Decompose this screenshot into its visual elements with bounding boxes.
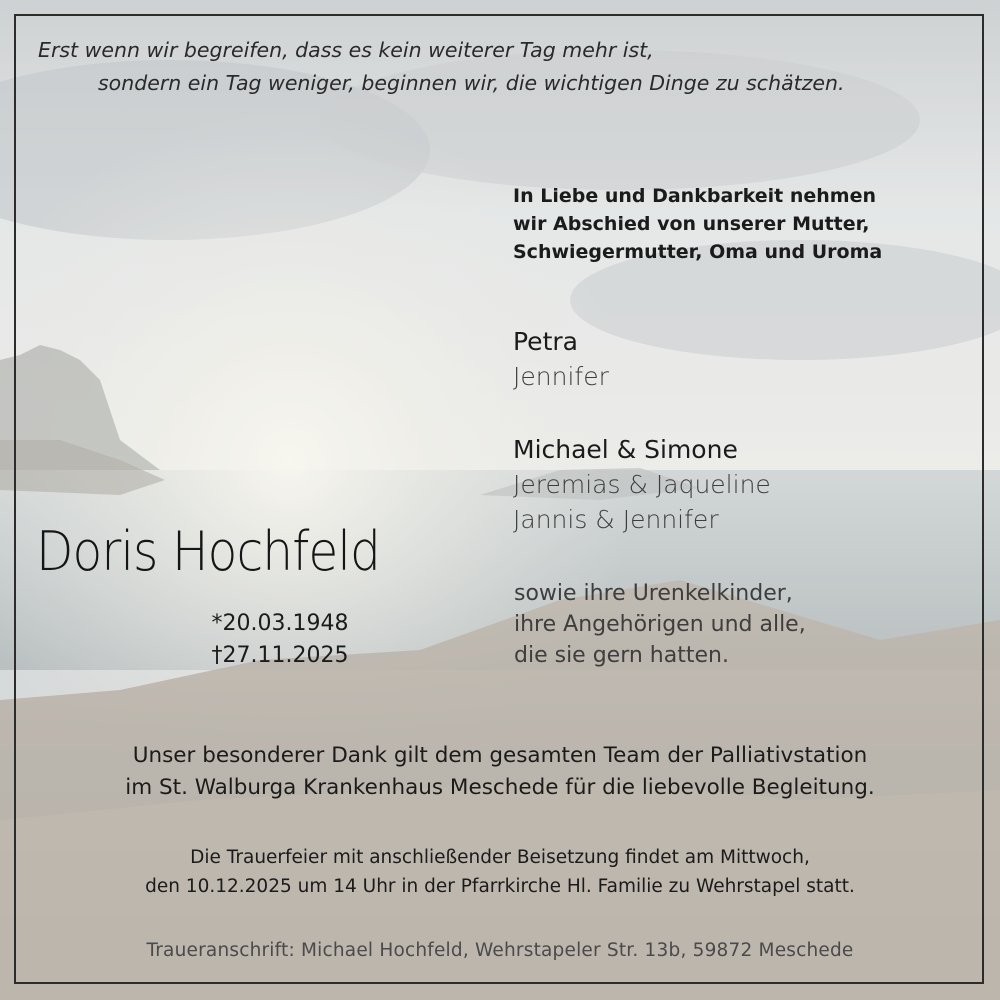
ceremony-info: [18, 844, 982, 901]
others-line-3: die sie gern hatten.: [514, 643, 729, 669]
farewell-intro: [513, 182, 983, 266]
family-main-name: Michael & Simone: [513, 435, 738, 464]
deceased-name: Doris Hochfeld: [36, 520, 380, 583]
intro-line-1: In Liebe und Dankbarkeit nehmen: [513, 185, 877, 207]
family-group-petra: [513, 324, 983, 394]
others-line-2: ihre Angehörigen und alle,: [514, 612, 806, 638]
family-member: Jannis & Jennifer: [513, 505, 719, 534]
quote: [38, 34, 968, 101]
quote-line-1: Erst wenn wir begreifen, dass es kein weiterer Tag mehr ist,: [38, 38, 654, 62]
mourning-address: Traueranschrift: Michael Hochfeld, Wehrstapeler Str. 13b, 59872 Meschede: [146, 940, 854, 961]
death-date: †27.11.2025: [211, 642, 349, 668]
family-member: Jeremias & Jaqueline: [513, 470, 771, 499]
quote-line-2: sondern ein Tag weniger, beginnen wir, die wichtigen Dinge zu schätzen.: [98, 71, 845, 96]
ceremony-line-2: den 10.12.2025 um 14 Uhr in der Pfarrkirche Hl. Familie zu Wehrstapel statt.: [145, 875, 855, 897]
ceremony-line-1: Die Trauerfeier mit anschließender Beisetzung findet am Mittwoch,: [190, 847, 810, 868]
thanks-line-1: Unser besonderer Dank gilt dem gesamten Team der Palliativstation: [132, 743, 868, 768]
family-group-michael: [513, 432, 983, 537]
others-line-1: sowie ihre Urenkelkinder,: [514, 581, 793, 606]
family-main-name: Petra: [513, 327, 578, 356]
thanks-note: [18, 740, 982, 805]
intro-line-2: wir Abschied von unserer Mutter,: [513, 213, 870, 236]
birth-date: *20.03.1948: [211, 611, 349, 636]
life-dates: [130, 608, 430, 672]
other-mourners: [514, 578, 984, 672]
intro-line-3: Schwiegermutter, Oma und Uroma: [513, 241, 883, 264]
family-member: Jennifer: [513, 362, 609, 391]
thanks-line-2: im St. Walburga Krankenhaus Meschede für die liebevolle Begleitung.: [125, 775, 875, 801]
